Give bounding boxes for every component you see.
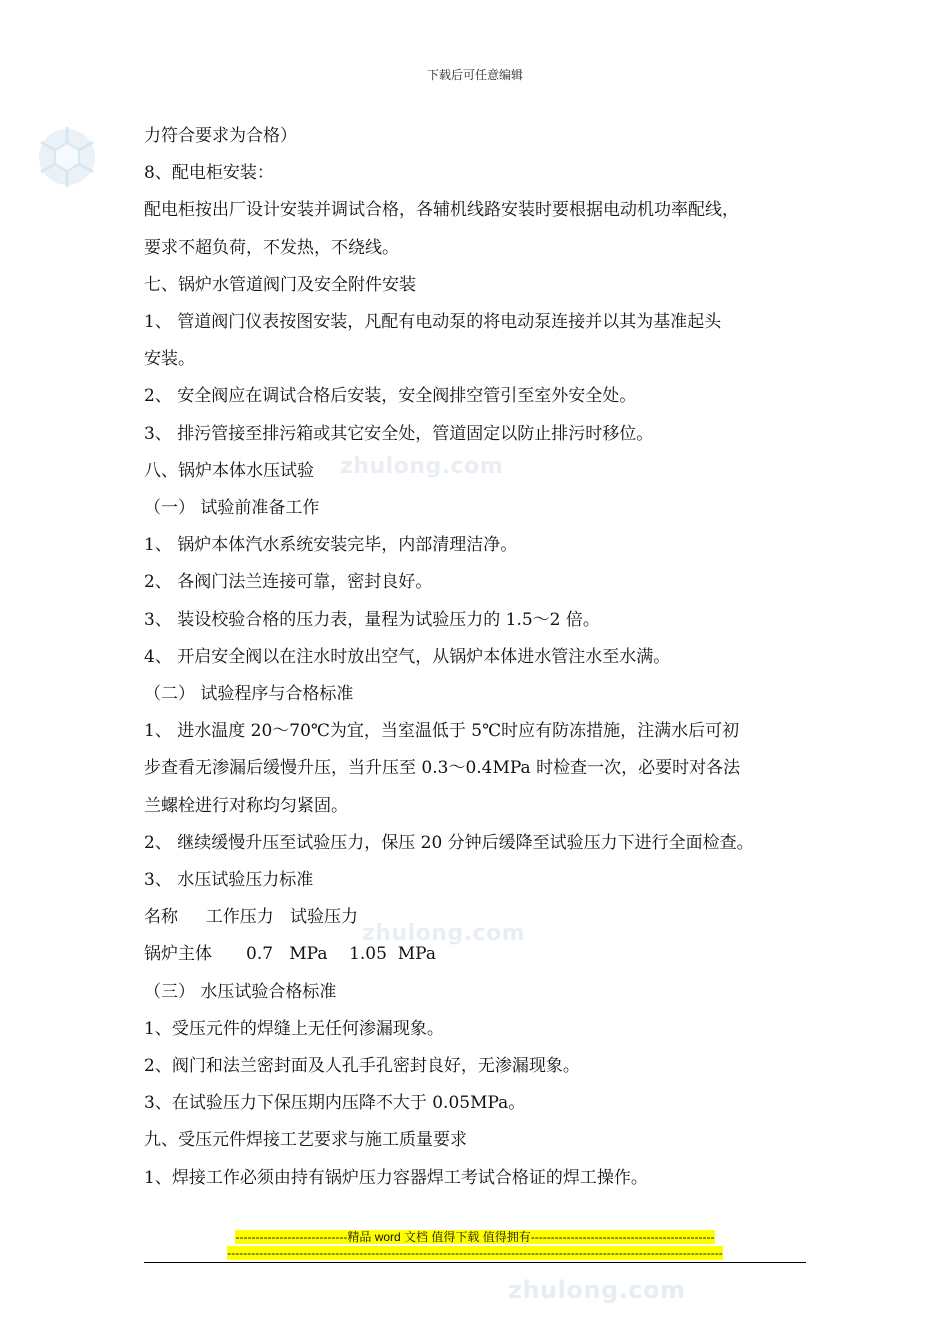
section-heading: 八、锅炉本体水压试验 xyxy=(144,460,314,481)
text-line: 3、 水压试验压力标准 xyxy=(144,870,314,891)
text-line: 2、阀门和法兰密封面及人孔手孔密封良好，无渗漏现象。 xyxy=(144,1056,580,1077)
text-line: 要求不超负荷，不发热，不绕线。 xyxy=(144,237,399,258)
text-line: 配电柜按出厂设计安装并调试合格，各辅机线路安装时要根据电动机功率配线， xyxy=(144,200,739,221)
subsection-heading: （一） 试验前准备工作 xyxy=(144,498,320,519)
text-line: 安装。 xyxy=(144,349,195,370)
footer-banner-text: ----------------------------精品 word 文档 值得下载 值得拥有---------------------------------------------- xyxy=(235,1230,715,1244)
subsection-heading: （二） 试验程序与合格标准 xyxy=(144,684,354,705)
text-line: 步查看无渗漏后缓慢升压，当升压至 0.3～0.4MPa 时检查一次，必要时对各法 xyxy=(144,758,741,779)
snowflake-icon xyxy=(30,120,104,194)
text-line: 力符合要求为合格） xyxy=(144,126,297,146)
watermark: zhulong.com xyxy=(508,1276,686,1304)
pressure-table-row: 锅炉主体 0.7 MPa 1.05 MPa xyxy=(144,944,436,965)
footer-dash-text: ---------------------------------------------------------------------------------------------------------------------------- xyxy=(227,1246,723,1260)
text-line: 2、 各阀门法兰连接可靠，密封良好。 xyxy=(144,572,433,593)
subsection-heading: （三） 水压试验合格标准 xyxy=(144,981,337,1002)
section-heading: 8、配电柜安装： xyxy=(144,163,274,184)
text-line: 1、受压元件的焊缝上无任何渗漏现象。 xyxy=(144,1018,444,1039)
text-line: 1、焊接工作必须由持有锅炉压力容器焊工考试合格证的焊工操作。 xyxy=(144,1167,648,1188)
watermark: zhulong.com xyxy=(362,921,526,946)
text-line: 1、 锅炉本体汽水系统安装完毕，内部清理洁净。 xyxy=(144,535,518,556)
footer-rule xyxy=(144,1262,806,1263)
section-heading: 七、锅炉水管道阀门及安全附件安装 xyxy=(144,274,416,295)
page-header: 下载后可任意编辑 xyxy=(426,68,523,82)
text-line: 1、 管道阀门仪表按图安装，凡配有电动泵的将电动泵连接并以其为基准起头 xyxy=(144,312,722,333)
text-line: 3、在试验压力下保压期内压降不大于 0.05MPa。 xyxy=(144,1093,526,1114)
pressure-table-header: 名称 工作压力 试验压力 xyxy=(144,907,359,928)
document-body xyxy=(144,118,824,1197)
footer-dash-line xyxy=(0,1246,950,1260)
footer-banner xyxy=(0,1230,950,1244)
text-line: 3、 排污管接至排污箱或其它安全处，管道固定以防止排污时移位。 xyxy=(144,423,654,444)
text-line: 2、 继续缓慢升压至试验压力，保压 20 分钟后缓降至试验压力下进行全面检查。 xyxy=(144,832,754,853)
watermark: zhulong.com xyxy=(340,454,504,479)
text-line: 兰螺栓进行对称均匀紧固。 xyxy=(144,795,348,816)
text-line: 2、 安全阀应在调试合格后安装，安全阀排空管引至室外安全处。 xyxy=(144,386,637,407)
text-line: 3、 装设校验合格的压力表，量程为试验压力的 1.5～2 倍。 xyxy=(144,609,600,630)
section-heading: 九、受压元件焊接工艺要求与施工质量要求 xyxy=(144,1130,467,1151)
text-line: 4、 开启安全阀以在注水时放出空气，从锅炉本体进水管注水至水满。 xyxy=(144,646,671,667)
text-line: 1、 进水温度 20～70℃为宜，当室温低于 5℃时应有防冻措施，注满水后可初 xyxy=(144,721,740,742)
